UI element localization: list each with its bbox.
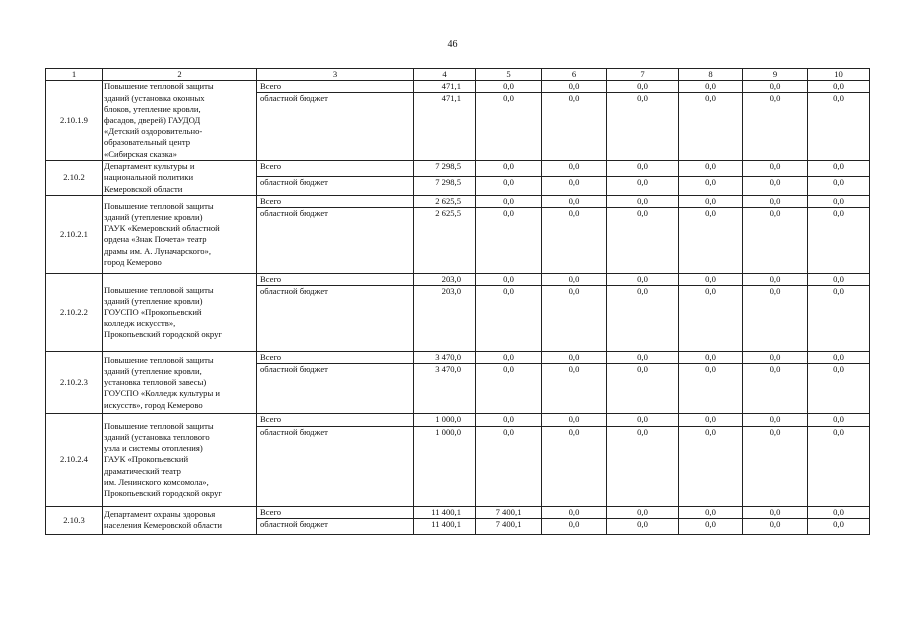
column-header: 5 bbox=[476, 69, 542, 81]
description-line: Кемеровской области bbox=[104, 183, 183, 194]
table-row bbox=[46, 81, 870, 93]
amount-cell: 0,0 bbox=[743, 364, 808, 414]
amount-cell: 0,0 bbox=[542, 286, 607, 352]
amount-cell: 3 470,0 bbox=[414, 364, 476, 414]
amount-cell: 7 298,5 bbox=[414, 161, 476, 177]
amount-cell: 0,0 bbox=[607, 93, 679, 161]
column-header: 1 bbox=[46, 69, 103, 81]
description-line: зданий (утепление кровли, bbox=[104, 366, 202, 377]
amount-cell: 0,0 bbox=[542, 93, 607, 161]
amount-cell: 0,0 bbox=[743, 506, 808, 518]
description-line: ордена «Знак Почета» театр bbox=[104, 234, 207, 245]
table-row bbox=[46, 195, 870, 207]
funding-source: Всего bbox=[257, 81, 414, 93]
amount-cell: 0,0 bbox=[607, 506, 679, 518]
amount-cell: 0,0 bbox=[542, 195, 607, 207]
funding-source: областной бюджет bbox=[257, 364, 414, 414]
header-row bbox=[46, 69, 870, 81]
description-line: драматический театр bbox=[104, 465, 181, 476]
description-line: узла и системы отопления) bbox=[104, 443, 203, 454]
amount-cell: 11 400,1 bbox=[414, 506, 476, 518]
amount-cell: 0,0 bbox=[679, 352, 743, 364]
funding-source: Всего bbox=[257, 274, 414, 286]
amount-cell: 0,0 bbox=[743, 414, 808, 426]
amount-cell: 0,0 bbox=[743, 161, 808, 177]
funding-source: Всего bbox=[257, 161, 414, 177]
item-code: 2.10.2.2 bbox=[46, 274, 103, 352]
funding-source: Всего bbox=[257, 414, 414, 426]
amount-cell: 0,0 bbox=[607, 364, 679, 414]
item-code: 2.10.2.4 bbox=[46, 414, 103, 506]
item-code: 2.10.1.9 bbox=[46, 81, 103, 161]
amount-cell: 0,0 bbox=[542, 208, 607, 274]
amount-cell: 0,0 bbox=[542, 426, 607, 506]
amount-cell: 0,0 bbox=[679, 426, 743, 506]
description-line: блоков, утепление кровли, bbox=[104, 103, 201, 114]
funding-source: областной бюджет bbox=[257, 426, 414, 506]
amount-cell: 0,0 bbox=[542, 177, 607, 196]
description-line: город Кемерово bbox=[104, 256, 162, 267]
amount-cell: 0,0 bbox=[808, 195, 870, 207]
amount-cell: 0,0 bbox=[542, 414, 607, 426]
description-line: Повышение тепловой защиты bbox=[104, 81, 214, 92]
amount-cell: 0,0 bbox=[808, 426, 870, 506]
item-description bbox=[103, 274, 257, 352]
amount-cell: 0,0 bbox=[476, 364, 542, 414]
table-row bbox=[46, 352, 870, 364]
table-row bbox=[46, 274, 870, 286]
description-line: Повышение тепловой защиты bbox=[104, 420, 214, 431]
description-line: Прокопьевский городской округ bbox=[104, 488, 222, 499]
amount-cell: 0,0 bbox=[607, 208, 679, 274]
amount-cell: 0,0 bbox=[679, 364, 743, 414]
funding-source: Всего bbox=[257, 352, 414, 364]
amount-cell: 203,0 bbox=[414, 286, 476, 352]
description-line: национальной политики bbox=[104, 172, 194, 183]
amount-cell: 471,1 bbox=[414, 81, 476, 93]
amount-cell: 0,0 bbox=[607, 195, 679, 207]
amount-cell: 0,0 bbox=[607, 286, 679, 352]
description-line: населения Кемеровской области bbox=[104, 520, 222, 531]
amount-cell: 0,0 bbox=[808, 274, 870, 286]
amount-cell: 0,0 bbox=[679, 93, 743, 161]
column-header: 6 bbox=[542, 69, 607, 81]
amount-cell: 0,0 bbox=[476, 352, 542, 364]
amount-cell: 0,0 bbox=[607, 352, 679, 364]
funding-source: Всего bbox=[257, 506, 414, 518]
amount-cell: 0,0 bbox=[476, 177, 542, 196]
amount-cell: 471,1 bbox=[414, 93, 476, 161]
amount-cell: 0,0 bbox=[476, 93, 542, 161]
description-line: Повышение тепловой защиты bbox=[104, 284, 214, 295]
amount-cell: 0,0 bbox=[607, 274, 679, 286]
description-line: «Сибирская сказка» bbox=[104, 148, 177, 159]
item-description bbox=[103, 161, 257, 196]
amount-cell: 0,0 bbox=[808, 518, 870, 534]
item-description bbox=[103, 81, 257, 161]
amount-cell: 11 400,1 bbox=[414, 518, 476, 534]
description-line: зданий (установка теплового bbox=[104, 432, 210, 443]
amount-cell: 0,0 bbox=[476, 286, 542, 352]
amount-cell: 0,0 bbox=[607, 518, 679, 534]
amount-cell: 0,0 bbox=[743, 274, 808, 286]
table-row bbox=[46, 506, 870, 518]
description-line: искусств», город Кемерово bbox=[104, 399, 203, 410]
item-description bbox=[103, 506, 257, 534]
amount-cell: 0,0 bbox=[808, 352, 870, 364]
funding-source: областной бюджет bbox=[257, 177, 414, 196]
item-code: 2.10.2.3 bbox=[46, 352, 103, 414]
description-line: ГАУК «Кемеровский областной bbox=[104, 223, 220, 234]
amount-cell: 0,0 bbox=[743, 195, 808, 207]
description-line: им. Ленинского комсомола», bbox=[104, 476, 209, 487]
description-line: ГАУК «Прокопьевский bbox=[104, 454, 189, 465]
amount-cell: 0,0 bbox=[808, 81, 870, 93]
description-line: ГОУСПО «Прокопьевский bbox=[104, 307, 202, 318]
amount-cell: 0,0 bbox=[679, 195, 743, 207]
amount-cell: 0,0 bbox=[476, 81, 542, 93]
amount-cell: 2 625,5 bbox=[414, 195, 476, 207]
amount-cell: 0,0 bbox=[476, 274, 542, 286]
amount-cell: 0,0 bbox=[542, 518, 607, 534]
column-header: 10 bbox=[808, 69, 870, 81]
description-line: зданий (утепление кровли) bbox=[104, 212, 203, 222]
amount-cell: 7 400,1 bbox=[476, 518, 542, 534]
description-line: зданий (установка оконных bbox=[104, 92, 205, 103]
amount-cell: 0,0 bbox=[542, 161, 607, 177]
amount-cell: 0,0 bbox=[607, 81, 679, 93]
amount-cell: 1 000,0 bbox=[414, 414, 476, 426]
amount-cell: 0,0 bbox=[808, 364, 870, 414]
description-line: Департамент охраны здоровья bbox=[104, 509, 216, 520]
amount-cell: 0,0 bbox=[679, 274, 743, 286]
description-line: колледж искусств», bbox=[104, 318, 176, 329]
budget-table bbox=[45, 68, 870, 535]
amount-cell: 0,0 bbox=[743, 286, 808, 352]
description-line: установка тепловой завесы) bbox=[104, 377, 207, 388]
amount-cell: 0,0 bbox=[743, 208, 808, 274]
amount-cell: 203,0 bbox=[414, 274, 476, 286]
amount-cell: 0,0 bbox=[679, 177, 743, 196]
amount-cell: 0,0 bbox=[808, 161, 870, 177]
funding-source: областной бюджет bbox=[257, 93, 414, 161]
amount-cell: 0,0 bbox=[607, 414, 679, 426]
amount-cell: 0,0 bbox=[808, 506, 870, 518]
amount-cell: 7 400,1 bbox=[476, 506, 542, 518]
amount-cell: 0,0 bbox=[743, 177, 808, 196]
page-number: 46 bbox=[447, 39, 458, 50]
item-description bbox=[103, 195, 257, 273]
item-code: 2.10.2 bbox=[46, 161, 103, 196]
table-row bbox=[46, 161, 870, 177]
item-description bbox=[103, 414, 257, 506]
amount-cell: 0,0 bbox=[476, 195, 542, 207]
column-header: 9 bbox=[743, 69, 808, 81]
amount-cell: 0,0 bbox=[607, 161, 679, 177]
description-line: Повышение тепловой защиты bbox=[104, 354, 214, 365]
column-header: 7 bbox=[607, 69, 679, 81]
amount-cell: 0,0 bbox=[679, 208, 743, 274]
amount-cell: 0,0 bbox=[743, 352, 808, 364]
description-line: образовательный центр bbox=[104, 137, 191, 148]
funding-source: Всего bbox=[257, 195, 414, 207]
amount-cell: 0,0 bbox=[743, 518, 808, 534]
amount-cell: 0,0 bbox=[476, 161, 542, 177]
column-header: 4 bbox=[414, 69, 476, 81]
amount-cell: 0,0 bbox=[679, 414, 743, 426]
description-line: драмы им. А. Луначарского», bbox=[104, 245, 211, 256]
amount-cell: 7 298,5 bbox=[414, 177, 476, 196]
amount-cell: 0,0 bbox=[542, 506, 607, 518]
amount-cell: 0,0 bbox=[808, 414, 870, 426]
column-header: 2 bbox=[103, 69, 257, 81]
item-code: 2.10.2.1 bbox=[46, 195, 103, 273]
amount-cell: 0,0 bbox=[679, 518, 743, 534]
amount-cell: 0,0 bbox=[607, 177, 679, 196]
column-header: 8 bbox=[679, 69, 743, 81]
amount-cell: 0,0 bbox=[679, 81, 743, 93]
description-line: зданий (утепление кровли) bbox=[104, 295, 203, 306]
column-header: 3 bbox=[257, 69, 414, 81]
funding-source: областной бюджет bbox=[257, 208, 414, 274]
amount-cell: 0,0 bbox=[542, 364, 607, 414]
amount-cell: 0,0 bbox=[476, 426, 542, 506]
amount-cell: 0,0 bbox=[743, 81, 808, 93]
item-description bbox=[103, 352, 257, 414]
description-line: Повышение тепловой защиты bbox=[104, 200, 214, 211]
amount-cell: 0,0 bbox=[808, 208, 870, 274]
table-row bbox=[46, 414, 870, 426]
description-line: ГОУСПО «Колледж культуры и bbox=[104, 388, 220, 399]
description-line: «Детский оздоровительно- bbox=[104, 126, 203, 137]
item-code: 2.10.3 bbox=[46, 506, 103, 534]
amount-cell: 0,0 bbox=[808, 177, 870, 196]
amount-cell: 0,0 bbox=[476, 208, 542, 274]
amount-cell: 1 000,0 bbox=[414, 426, 476, 506]
amount-cell: 0,0 bbox=[679, 161, 743, 177]
amount-cell: 2 625,5 bbox=[414, 208, 476, 274]
amount-cell: 3 470,0 bbox=[414, 352, 476, 364]
funding-source: областной бюджет bbox=[257, 286, 414, 352]
amount-cell: 0,0 bbox=[808, 286, 870, 352]
amount-cell: 0,0 bbox=[808, 93, 870, 161]
description-line: Департамент культуры и bbox=[104, 161, 195, 172]
amount-cell: 0,0 bbox=[542, 274, 607, 286]
description-line: Прокопьевский городской округ bbox=[104, 329, 222, 340]
amount-cell: 0,0 bbox=[743, 93, 808, 161]
amount-cell: 0,0 bbox=[679, 506, 743, 518]
table-body bbox=[46, 81, 870, 535]
amount-cell: 0,0 bbox=[476, 414, 542, 426]
amount-cell: 0,0 bbox=[542, 81, 607, 93]
description-line: фасадов, дверей) ГАУДОД bbox=[104, 115, 201, 125]
funding-source: областной бюджет bbox=[257, 518, 414, 534]
amount-cell: 0,0 bbox=[542, 352, 607, 364]
amount-cell: 0,0 bbox=[679, 286, 743, 352]
amount-cell: 0,0 bbox=[743, 426, 808, 506]
amount-cell: 0,0 bbox=[607, 426, 679, 506]
